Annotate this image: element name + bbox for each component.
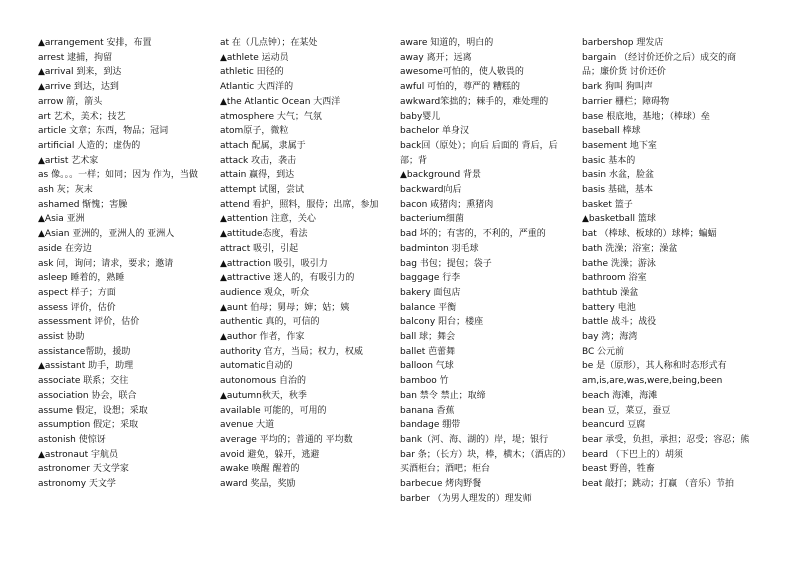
vocab-entry: art 艺术，美术；技艺 bbox=[38, 111, 126, 122]
vocab-entry: ▲autumn秋天，秋季 bbox=[220, 390, 307, 401]
column-1 bbox=[38, 36, 218, 492]
vocab-entry: attack 攻击，袭击 bbox=[220, 155, 297, 166]
vocab-entry: associate 联系；交往 bbox=[38, 376, 129, 387]
vocab-entry: balcony 阳台；楼座 bbox=[400, 317, 484, 328]
vocab-entry: authentic 真的，可信的 bbox=[220, 317, 320, 328]
vocab-entry: backward向后 bbox=[400, 185, 462, 196]
vocab-entry: authority 官方，当局；权力，权威 bbox=[220, 346, 363, 357]
vocab-entry: astronomy 天文学 bbox=[38, 479, 116, 490]
vocab-entry: ballet 芭蕾舞 bbox=[400, 346, 456, 357]
vocab-entry: ashamed 惭愧；害臊 bbox=[38, 199, 128, 210]
column-2 bbox=[220, 36, 392, 492]
vocab-entry: ask 问，询问；请求，要求；邀请 bbox=[38, 258, 174, 269]
vocab-entry: bacterium细菌 bbox=[400, 214, 464, 225]
vocab-entry: aspect 样子；方面 bbox=[38, 287, 116, 298]
vocab-entry: ▲aunt 伯母；舅母；婶；姑；姨 bbox=[220, 302, 350, 313]
vocab-entry: ▲attitude态度，看法 bbox=[220, 229, 308, 240]
vocab-entry: at 在（几点钟）；在某处 bbox=[220, 38, 318, 48]
vocab-entry: bathroom 浴室 bbox=[582, 273, 647, 284]
vocab-entry: basin 水盆，脸盆 bbox=[582, 170, 654, 181]
vocab-entry: attract 吸引，引起 bbox=[220, 243, 299, 254]
vocab-entry: awesome可怕的，使人敬畏的 bbox=[400, 67, 524, 78]
vocab-entry: balloon 气球 bbox=[400, 361, 454, 372]
vocab-entry: back回（原处）；向后 后面的 背后，后部；背 bbox=[400, 140, 558, 166]
vocab-entry: ▲athlete 运动员 bbox=[220, 52, 289, 63]
vocab-entry: balance 平衡 bbox=[400, 302, 457, 313]
vocab-entry: beast 野兽，牲畜 bbox=[582, 464, 655, 475]
vocab-entry: attempt 试图，尝试 bbox=[220, 185, 304, 196]
vocab-entry: ban 禁令 禁止；取缔 bbox=[400, 390, 486, 401]
vocab-entry: bear 承受，负担，承担；忍受；容忍；熊 bbox=[582, 434, 750, 445]
vocab-entry: as 像。。。一样；如同；因为 作为，当做 bbox=[38, 170, 198, 181]
vocab-entry: banana 香蕉 bbox=[400, 405, 455, 416]
vocab-entry: athletic 田径的 bbox=[220, 67, 284, 78]
vocab-entry: assume 假定，设想；采取 bbox=[38, 405, 148, 416]
vocab-entry: ball 球；舞会 bbox=[400, 332, 456, 343]
vocab-entry: assessment 评价，估价 bbox=[38, 317, 140, 328]
vocab-entry: audience 观众，听众 bbox=[220, 287, 310, 298]
column-3 bbox=[400, 36, 572, 507]
vocab-entry: basic 基本的 bbox=[582, 155, 636, 166]
vocab-entry: autonomous 自治的 bbox=[220, 376, 306, 387]
vocab-entry: ▲Asia 亚洲 bbox=[38, 214, 85, 225]
vocab-entry: ▲basketball 篮球 bbox=[582, 214, 656, 225]
vocab-entry: ▲attraction 吸引，吸引力 bbox=[220, 258, 328, 269]
vocab-entry: attend 看护，照料，服侍；出席，参加 bbox=[220, 199, 379, 210]
vocab-entry: basis 基础，基本 bbox=[582, 185, 653, 196]
vocab-entry: bandage 绷带 bbox=[400, 420, 461, 431]
vocab-entry: barrier 栅栏；障碍物 bbox=[582, 96, 670, 107]
vocab-entry: bachelor 单身汉 bbox=[400, 126, 469, 137]
vocab-entry: barber （为男人理发的）理发师 bbox=[400, 493, 532, 504]
vocab-entry: attain 赢得，到达 bbox=[220, 170, 295, 181]
vocab-entry: ▲attractive 迷人的，有吸引力的 bbox=[220, 273, 355, 284]
vocab-entry: badminton 羽毛球 bbox=[400, 243, 479, 254]
vocab-entry: bad 坏的；有害的，不利的，严重的 bbox=[400, 229, 546, 240]
vocab-entry: astronomer 天文学家 bbox=[38, 464, 129, 475]
vocab-entry: bean 豆，菜豆，蚕豆 bbox=[582, 405, 671, 416]
vocab-entry: bamboo 竹 bbox=[400, 376, 449, 387]
column-4 bbox=[582, 36, 754, 492]
vocab-entry: bakery 面包店 bbox=[400, 287, 461, 298]
vocab-entry: bacon 咸猪肉；熏猪肉 bbox=[400, 199, 494, 210]
vocab-entry: ▲artist 艺术家 bbox=[38, 155, 99, 166]
vocab-entry: battle 战斗；战役 bbox=[582, 317, 657, 328]
vocab-entry: awful 可怕的，尊严的 糟糕的 bbox=[400, 82, 520, 93]
vocab-entry: aware 知道的，明白的 bbox=[400, 38, 494, 48]
vocab-entry: ▲arrival 到来，到达 bbox=[38, 67, 122, 78]
vocab-entry: atmosphere 大气；气氛 bbox=[220, 111, 322, 122]
vocab-entry: assumption 假定；采取 bbox=[38, 420, 139, 431]
vocab-entry: bark 狗叫 狗叫声 bbox=[582, 82, 653, 93]
vocab-entry: assistance帮助，援助 bbox=[38, 346, 131, 357]
vocab-entry: beancurd 豆腐 bbox=[582, 420, 646, 431]
vocab-entry: avoid 避免，躲开，逃避 bbox=[220, 449, 320, 460]
vocab-entry: awkward笨拙的；棘手的，难处理的 bbox=[400, 96, 549, 107]
vocab-entry: BC 公元前 bbox=[582, 346, 625, 357]
vocab-entry: available 可能的，可用的 bbox=[220, 405, 327, 416]
vocab-entry: be 是（原形），其人称和时态形式有am,is,are,was,were,being,been bbox=[582, 361, 727, 387]
vocab-entry: aside 在旁边 bbox=[38, 243, 92, 254]
vocab-entry: beard （下巴上的）胡须 bbox=[582, 449, 683, 460]
vocab-entry: article 文章；东西，物品；冠词 bbox=[38, 126, 169, 137]
vocab-entry: awake 唤醒 醒着的 bbox=[220, 464, 300, 475]
vocab-entry: basket 篮子 bbox=[582, 199, 633, 210]
vocab-entry: bathe 洗澡；游泳 bbox=[582, 258, 656, 269]
vocab-entry: award 奖品，奖励 bbox=[220, 479, 296, 490]
vocab-entry: assist 协助 bbox=[38, 332, 85, 343]
vocab-entry: association 协会，联合 bbox=[38, 390, 137, 401]
vocab-entry: avenue 大道 bbox=[220, 420, 275, 431]
vocab-entry: Atlantic 大西洋的 bbox=[220, 82, 294, 93]
vocab-entry: base 根底地，基地；（棒球）垒 bbox=[582, 111, 710, 122]
vocab-entry: asleep 睡着的，熟睡 bbox=[38, 273, 125, 284]
vocab-entry: bargain （经讨价还价之后）成交的商品；廉价货 讨价还价 bbox=[582, 52, 737, 78]
vocab-entry: bath 洗澡；浴室；澡盆 bbox=[582, 243, 678, 254]
vocab-entry: ▲arrangement 安排，布置 bbox=[38, 38, 152, 48]
vocab-entry: artificial 人造的；虚伪的 bbox=[38, 140, 141, 151]
vocab-entry: ▲Asian 亚洲的，亚洲人的 亚洲人 bbox=[38, 229, 175, 240]
vocab-entry: basement 地下室 bbox=[582, 140, 657, 151]
vocab-entry: astonish 使惊讶 bbox=[38, 434, 106, 445]
vocab-entry: bag 书包；提包；袋子 bbox=[400, 258, 492, 269]
vocab-entry: beat 敲打；跳动；打赢 （音乐）节拍 bbox=[582, 479, 735, 490]
vocab-entry: bat （棒球、板球的）球棒；蝙蝠 bbox=[582, 229, 717, 240]
vocab-entry: bank（河、海、湖的）岸，堤；银行 bbox=[400, 434, 549, 445]
vocab-entry: baby婴儿 bbox=[400, 111, 441, 122]
vocab-entry: bar 条；（长方）块，棒，横木；（酒店的）买酒柜台；酒吧；柜台 bbox=[400, 449, 571, 475]
vocab-entry: away 离开；远离 bbox=[400, 52, 472, 63]
vocab-entry: battery 电池 bbox=[582, 302, 636, 313]
vocab-entry: beach 海滩，海滩 bbox=[582, 390, 658, 401]
vocab-entry: ▲assistant 助手，助理 bbox=[38, 361, 134, 372]
vocab-entry: attach 配属，隶属于 bbox=[220, 140, 306, 151]
vocab-entry: ▲author 作者，作家 bbox=[220, 332, 305, 343]
vocab-entry: bay 湾；海湾 bbox=[582, 332, 638, 343]
vocab-entry: baggage 行李 bbox=[400, 273, 461, 284]
vocab-entry: barbecue 烤肉野餐 bbox=[400, 479, 482, 490]
vocab-entry: baseball 棒球 bbox=[582, 126, 641, 137]
vocab-entry: automatic自动的 bbox=[220, 361, 293, 372]
vocab-entry: ash 灰；灰末 bbox=[38, 185, 93, 196]
vocab-entry: ▲attention 注意，关心 bbox=[220, 214, 316, 225]
vocab-entry: assess 评价，估价 bbox=[38, 302, 116, 313]
vocab-entry: arrow 箭，箭头 bbox=[38, 96, 103, 107]
vocab-entry: ▲background 背景 bbox=[400, 170, 482, 181]
vocab-entry: atom原子，微粒 bbox=[220, 126, 289, 137]
vocab-entry: barbershop 理发店 bbox=[582, 38, 664, 48]
vocab-entry: ▲astronaut 宇航员 bbox=[38, 449, 118, 460]
vocab-entry: ▲the Atlantic Ocean 大西洋 bbox=[220, 96, 341, 107]
vocab-entry: arrest 逮捕，拘留 bbox=[38, 52, 113, 63]
vocab-entry: average 平均的；普通的 平均数 bbox=[220, 434, 353, 445]
vocab-entry: ▲arrive 到达，达到 bbox=[38, 82, 119, 93]
vocab-entry: bathtub 澡盆 bbox=[582, 287, 639, 298]
